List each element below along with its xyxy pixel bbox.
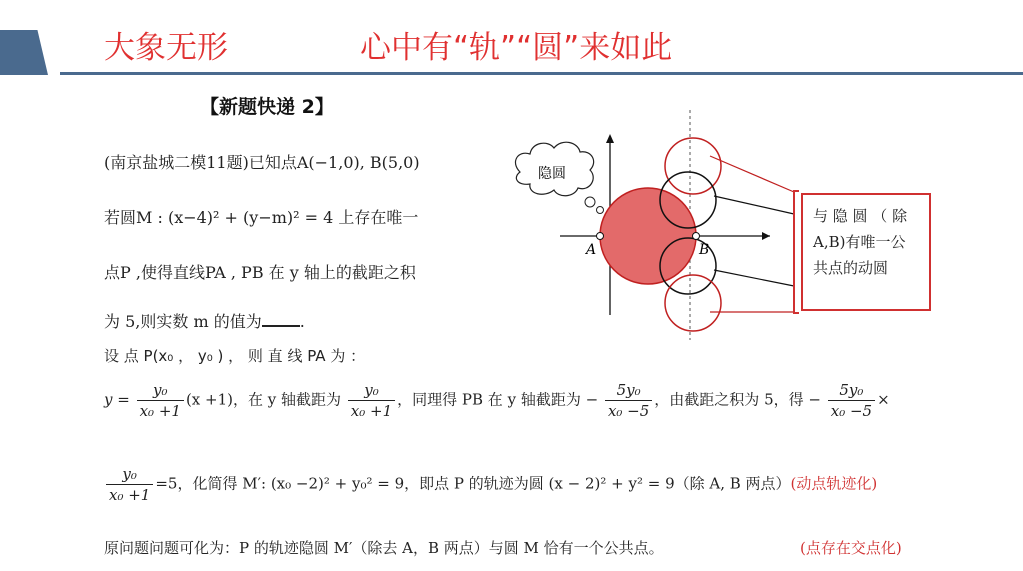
problem-line-4: 为 5,则实数 m 的值为 .	[104, 312, 305, 331]
eq1-lhs: y =	[104, 390, 130, 409]
point-a-marker	[597, 233, 604, 240]
equation-2	[104, 464, 877, 505]
hidden-circle	[600, 188, 696, 284]
header-rule	[60, 72, 1023, 75]
connector-3	[714, 270, 794, 286]
fraction-2-num: y₀	[348, 380, 395, 401]
problem-line-2: 若圆M : (x−4)² + (y−m)² = 4 上存在唯一	[104, 208, 419, 227]
problem-line-3: 点P ,使得直线PA , PB 在 y 轴上的截距之积	[104, 263, 416, 282]
answer-blank	[262, 325, 300, 327]
callout-bracket	[793, 190, 799, 314]
solution-intro: 设 点 P(x₀ ， y₀ ) ， 则 直 线 PA 为 ：	[104, 347, 366, 365]
section-title: 【新题快递 2】	[200, 96, 334, 118]
fraction-4-num: 5y₀	[828, 380, 875, 401]
fraction-5	[106, 464, 153, 505]
fraction-5-num: y₀	[106, 464, 153, 485]
connector-2	[714, 196, 794, 214]
eq1-end: ×	[877, 390, 890, 409]
point-a-label: A	[586, 242, 597, 258]
title-left: 大象无形	[104, 30, 228, 66]
fraction-1-num: y₀	[137, 380, 184, 401]
corner-decoration	[0, 30, 48, 75]
solution-last-note: (点存在交点化)	[800, 539, 902, 557]
connector-1	[710, 156, 794, 192]
fraction-3	[605, 380, 652, 421]
cloud-bubble-2	[597, 207, 604, 214]
fraction-2	[348, 380, 395, 421]
solution-last: 原问题问题可化为：P 的轨迹隐圆 M′（除去 A，B 两点）与圆 M 恰有一个公共点。	[104, 539, 664, 557]
fraction-3-den: x₀ −5	[607, 402, 650, 420]
moving-circle-bottom	[665, 275, 721, 331]
point-b-label: B	[699, 242, 710, 258]
fraction-5-den: x₀ +1	[109, 486, 151, 504]
fraction-1	[137, 380, 184, 421]
point-b-marker	[693, 233, 700, 240]
fraction-1-den: x₀ +1	[139, 402, 181, 420]
fraction-4	[828, 380, 875, 421]
equation-1	[104, 380, 890, 421]
title-right: 心中有“轨”“圆”来如此	[360, 30, 673, 66]
problem-line-1: (南京盐城二模11题)已知点A(−1,0), B(5,0)	[104, 153, 420, 172]
cloud-label: 隐圆	[538, 166, 566, 182]
figure	[500, 100, 800, 340]
eq2-note: (动点轨迹化)	[790, 474, 878, 493]
eq1-tail: (x +1)，在 y 轴截距为	[185, 390, 342, 409]
x-axis-arrow	[762, 232, 770, 240]
problem-line-4-text: 为 5,则实数 m 的值为	[104, 312, 262, 331]
fraction-2-den: x₀ +1	[350, 402, 393, 420]
callout-box: 与 隐 圆 （ 除 A,B)有唯一公共点的动圆	[801, 193, 931, 311]
cloud-bubble-1	[585, 197, 595, 207]
fraction-3-num: 5y₀	[605, 380, 652, 401]
eq1-mid2: ，由截距之积为 5，得 −	[654, 390, 821, 409]
eq1-mid: ，同理得 PB 在 y 轴截距为 −	[397, 390, 599, 409]
eq2-tail: =5，化简得 M′: (x₀ −2)² + y₀² = 9，即点 P 的轨迹为圆 (x − 2)² + y² = 9（除 A, B 两点）	[155, 474, 791, 493]
y-axis-arrow	[606, 134, 614, 143]
fraction-4-den: x₀ −5	[830, 402, 873, 420]
